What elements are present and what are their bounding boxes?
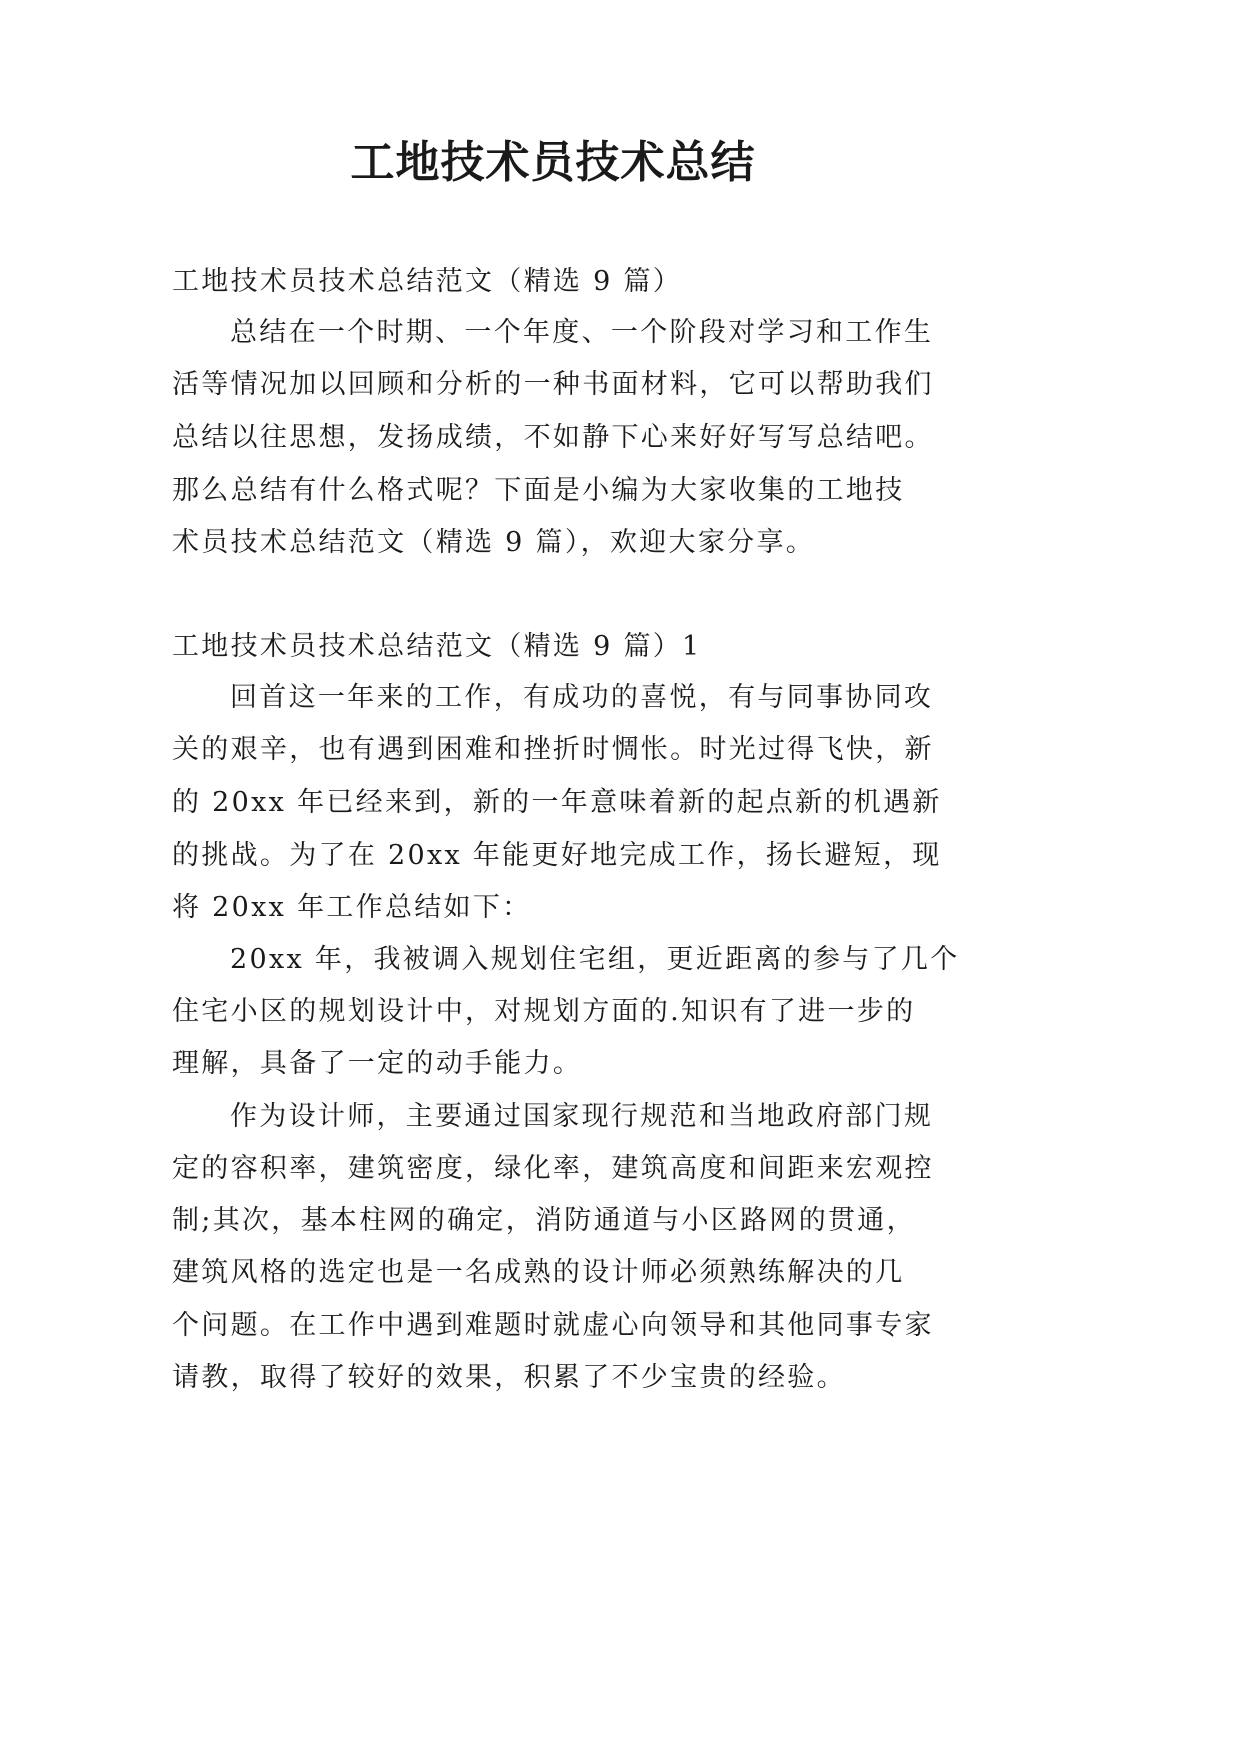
paragraph-line: 回首这一年来的工作，有成功的喜悦，有与同事协同攻 xyxy=(230,682,934,713)
paragraph-line: 那么总结有什么格式呢？下面是小编为大家收集的工地技 xyxy=(172,475,905,506)
paragraph-line: 住宅小区的规划设计中，对规划方面的.知识有了进一步的 xyxy=(172,996,916,1027)
paragraph-line: 定的容积率，建筑密度，绿化率，建筑高度和间距来宏观控 xyxy=(172,1153,934,1184)
paragraph-line: 作为设计师，主要通过国家现行规范和当地政府部门规 xyxy=(230,1101,934,1132)
paragraph-line: 请教，取得了较好的效果，积累了不少宝贵的经验。 xyxy=(172,1362,846,1393)
paragraph-line: 总结在一个时期、一个年度、一个阶段对学习和工作生 xyxy=(230,317,934,348)
paragraph-line: 理解，具备了一定的动手能力。 xyxy=(172,1048,583,1079)
paragraph-line: 活等情况加以回顾和分析的一种书面材料，它可以帮助我们 xyxy=(172,369,934,400)
paragraph-line: 总结以往思想，发扬成绩，不如静下心来好好写写总结吧。 xyxy=(172,422,934,453)
paragraph-line: 制;其次，基本柱网的确定，消防通道与小区路网的贯通， xyxy=(172,1205,916,1236)
paragraph-line: 建筑风格的选定也是一名成熟的设计师必须熟练解决的几 xyxy=(172,1257,905,1288)
paragraph-line: 将 20xx 年工作总结如下： xyxy=(172,892,532,923)
paragraph-line: 关的艰辛，也有遇到困难和挫折时惆怅。时光过得飞快，新 xyxy=(172,734,934,765)
paragraph-line: 的挑战。为了在 20xx 年能更好地完成工作，扬长避短，现 xyxy=(172,840,942,871)
paragraph-line: 20xx 年，我被调入规划住宅组，更近距离的参与了几个 xyxy=(230,944,960,975)
paragraph-line: 的 20xx 年已经来到，新的一年意味着新的起点新的机遇新 xyxy=(172,787,942,818)
document-title: 工地技术员技术总结 xyxy=(350,137,756,188)
section-heading: 工地技术员技术总结范文（精选 9 篇） xyxy=(172,266,683,297)
section-heading: 工地技术员技术总结范文（精选 9 篇）1 xyxy=(172,631,702,662)
paragraph-line: 术员技术总结范文（精选 9 篇），欢迎大家分享。 xyxy=(172,527,816,558)
paragraph-line: 个问题。在工作中遇到难题时就虚心向领导和其他同事专家 xyxy=(172,1310,934,1341)
